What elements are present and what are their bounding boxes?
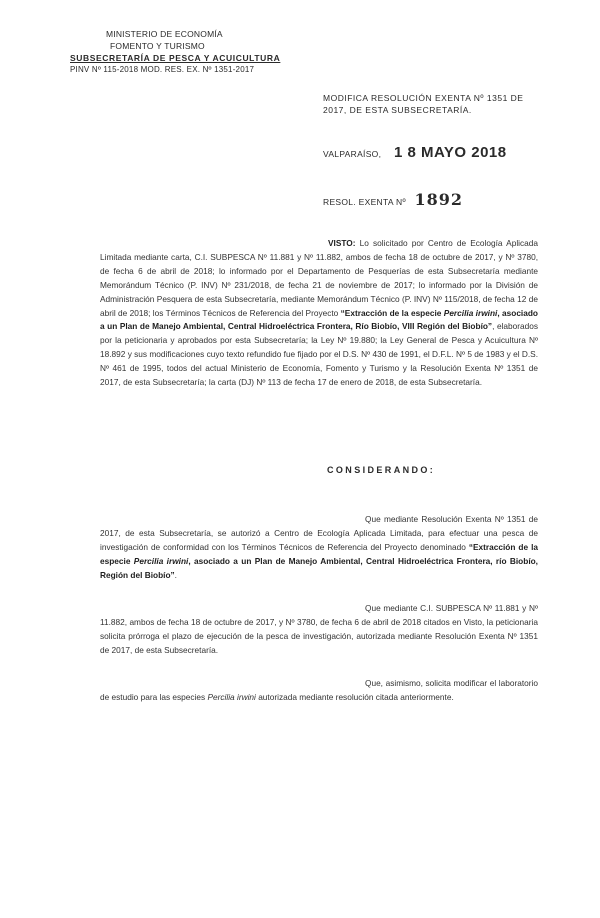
visto-project-a: “Extracción de la especie (340, 307, 444, 318)
visto-text-b: , elaborados por la peticionaria y aprobados por esta Subsecretaría; la Ley Nº 19.880; la Ley General de Pesca y Acuicultura Nº 18.892 y sus modificaciones cuyo texto refundido fue fijado por el D.S. Nº 430 de 1991, el D.F.L. Nº 5 de 1983 y el D.S. Nº 461 de 1995, todos del actual Ministerio de Economía, Fomento y Turismo y la Resolución Exenta Nº 1351 de 2017, de esta Subsecretaría; la carta (DJ) Nº 113 de fecha 17 de enero de 2018, de esta Subsecretaría. (100, 321, 538, 388)
considerando-2 (100, 602, 538, 658)
resolution-value: 1892 (414, 190, 464, 209)
resolution-number (323, 190, 463, 209)
dateline (323, 144, 507, 161)
place-label: VALPARAÍSO, (323, 149, 382, 159)
considerando-3 (100, 677, 538, 705)
considerando-heading: CONSIDERANDO: (327, 465, 436, 475)
subsecretaria-line: SUBSECRETARÍA DE PESCA Y ACUICULTURA (70, 53, 281, 63)
visto-paragraph (100, 237, 538, 390)
visto-text-a: Lo solicitado por Centro de Ecología Aplicada Limitada mediante carta, C.I. SUBPESCA Nº 11.881 y Nº 11.882, ambos de fecha 18 de octubre de 2017, y Nº 3780, de fecha 6 de abril de 2018; lo informado por el Departamento de Pesquerías de esta Subsecretaría mediante Memorándum Técnico (P. INV) Nº 231/2018, de fecha 21 de noviembre de 2017; lo informado por la División de Administración Pesquera de esta Subsecretaría, mediante Memorándum Técnico (P. INV) Nº 115/2018, de fecha 12 de abril de 2018; los Términos Técnicos de Referencia del Proyecto (100, 238, 538, 318)
ministry-line-2: FOMENTO Y TURISMO (110, 41, 205, 51)
c1-text-b: . (174, 569, 177, 580)
resolution-label: RESOL. EXENTA Nº (323, 197, 406, 207)
reference-line: PINV Nº 115-2018 MOD. RES. EX. Nº 1351-2017 (70, 65, 255, 74)
subject-heading: MODIFICA RESOLUCIÓN EXENTA Nº 1351 DE 2017, DE ESTA SUBSECRETARÍA. (323, 93, 524, 115)
c3-text-b: autorizada mediante resolución citada anteriormente. (255, 691, 454, 702)
visto-project-b: , asociado a un Plan de Manejo Ambiental, Central Hidroeléctrica Frontera, Río Biobío, VIII Región del Biobío” (100, 307, 538, 332)
c2-text: Que mediante C.I. SUBPESCA Nº 11.881 y Nº 11.882, ambos de fecha 18 de octubre de 2017, y Nº 3780, de fecha 6 de abril de 2018 citados en Visto, la peticionaria solicita prórroga el plazo de ejecución de la pesca de investigación, autorizada mediante Resolución Exenta Nº 1351 de 2017, de esta Subsecretaría. (100, 603, 538, 655)
c3-species: Percilia irwini (207, 691, 256, 702)
considerando-1 (100, 513, 538, 583)
visto-species: Percilia irwini (443, 307, 498, 318)
date-stamp: 1 8 MAYO 2018 (393, 144, 507, 161)
c1-project-b: , asociado a un Plan de Manejo Ambiental, Central Hidroeléctrica Frontera, río Biobío, Región del Biobío” (100, 555, 538, 580)
c3-text-a: Que, asimismo, solicita modificar el laboratorio de estudio para las especies (100, 678, 538, 702)
c1-species: Percilia irwini (133, 555, 189, 566)
c1-project-a: “Extracción de la especie (100, 541, 538, 566)
c1-text-a: Que mediante Resolución Exenta Nº 1351 de 2017, de esta Subsecretaría, se autorizó a Centro de Ecología Aplicada Limitada, para efectuar una pesca de investigación de conformidad con los Términos Técnicos de Referencia del Proyecto denominado (100, 514, 538, 552)
ministry-line-1: MINISTERIO DE ECONOMÍA (106, 29, 223, 39)
visto-lead: VISTO: (328, 238, 356, 248)
letterhead (70, 28, 300, 76)
